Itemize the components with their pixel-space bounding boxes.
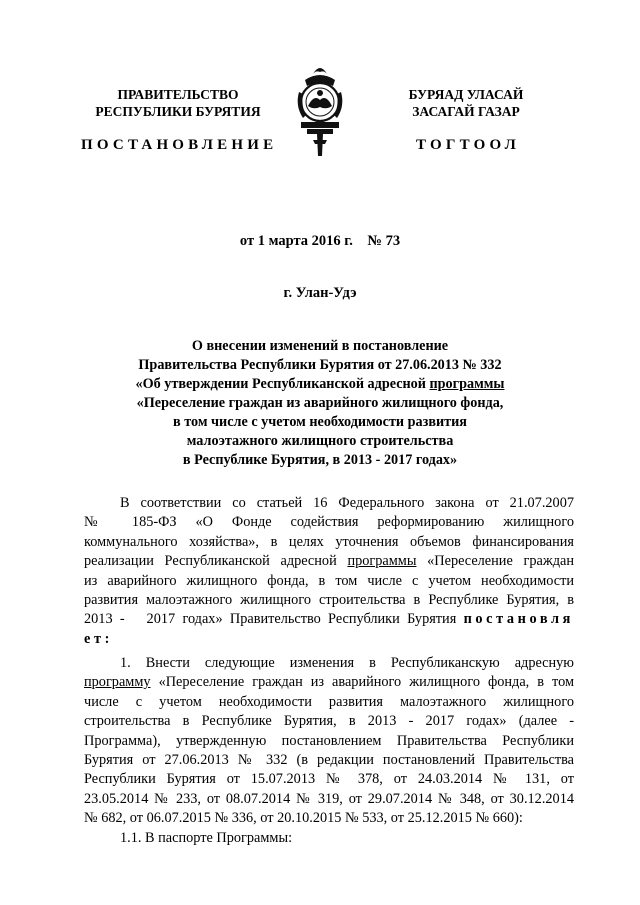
left-header (78, 86, 278, 120)
item-1-line: 1. Внести следующие изменения в Республиканскую адресную (120, 655, 574, 671)
title-line3-text: «Об утверждении Республиканской адресной (135, 376, 430, 392)
item-1-text: «Переселение граждан из аварийного жилищного фонда, в том (150, 674, 574, 691)
item-1-paragraph (84, 654, 574, 829)
title-line6: малоэтажного жилищного строительства (186, 433, 454, 449)
preamble-text: 2013 - 2017 годах» Правительство Республики Бурятия (84, 611, 464, 628)
item-1-line: Программа), утвержденную постановлением Правительства Республики (84, 732, 574, 749)
preamble-text: «Переселение граждан (416, 553, 575, 570)
document-title (90, 337, 550, 470)
preamble-text: реализации Республиканской адресной (84, 553, 348, 570)
program-link[interactable]: программы (429, 376, 505, 392)
decree-word-end: ет: (84, 630, 113, 647)
right-header (366, 86, 566, 120)
item-1-line: числе с учетом необходимости развития малоэтажного жилищного (84, 693, 574, 710)
preamble-line (84, 552, 574, 571)
title-line4: «Переселение граждан из аварийного жилищного фонда, (136, 395, 504, 411)
decree-word: постановля (463, 611, 574, 628)
item-1-line: № 682, от 06.07.2015 № 336, от 20.10.2015 № 533, от 25.12.2015 № 660): (84, 810, 523, 827)
preamble-line: из аварийного жилищного фонда, в том числе с учетом необходимости (84, 572, 574, 589)
preamble-paragraph (84, 494, 574, 649)
preamble-line: № 185-ФЗ «О Фонде содействия реформированию жилищного (84, 514, 574, 531)
title-line5: в том числе с учетом необходимости развития (173, 414, 467, 430)
title-line3 (90, 375, 550, 394)
item-1-1: 1.1. В паспорте Программы: (120, 830, 293, 846)
item-1-line: Республики Бурятия от 15.07.2013 № 378, от 24.03.2014 № 131, от (84, 771, 574, 788)
preamble-line: В соответствии со статьей 16 Федерального закона от 21.07.2007 (120, 495, 574, 511)
item-1-line: строительства в Республике Бурятия, в 2013 - 2017 годах» (далее - (84, 713, 574, 730)
date-and-number: от 1 марта 2016 г. № 73 (239, 233, 401, 249)
title-line1: О внесении изменений в постановление (191, 338, 449, 354)
right-header-line2: ЗАСАГАЙ ГАЗАР (412, 104, 520, 119)
left-header-line1: ПРАВИТЕЛЬСТВО (117, 87, 239, 102)
city: г. Улан-Удэ (283, 285, 357, 301)
program-link[interactable]: программу (84, 674, 151, 691)
title-line2: Правительства Республики Бурятия от 27.06.2013 № 332 (138, 357, 502, 373)
left-header-line2: РЕСПУБЛИКИ БУРЯТИЯ (95, 104, 261, 119)
preamble-line: коммунального хозяйства», в целях уточнения объемов финансирования (84, 533, 574, 550)
preamble-line (84, 610, 574, 629)
right-header-line1: БУРЯАД УЛАСАЙ (408, 87, 524, 102)
right-doc-type: ТОГТООЛ (416, 137, 520, 153)
title-line7: в Республике Бурятия, в 2013 - 2017 годах» (182, 452, 458, 468)
item-1-line: Бурятия от 27.06.2013 № 332 (в редакции постановлений Правительства (84, 752, 574, 769)
program-link[interactable]: программы (347, 553, 417, 570)
preamble-line: развития малоэтажного жилищного строительства в Республике Бурятия, в (84, 592, 574, 609)
item-1-line: 23.05.2014 № 233, от 08.07.2014 № 319, от 29.07.2014 № 348, от 30.12.2014 (84, 790, 574, 807)
coat-of-arms-emblem (293, 60, 347, 160)
item-1-line (84, 673, 574, 692)
left-doc-type: ПОСТАНОВЛЕНИЕ (81, 137, 278, 153)
